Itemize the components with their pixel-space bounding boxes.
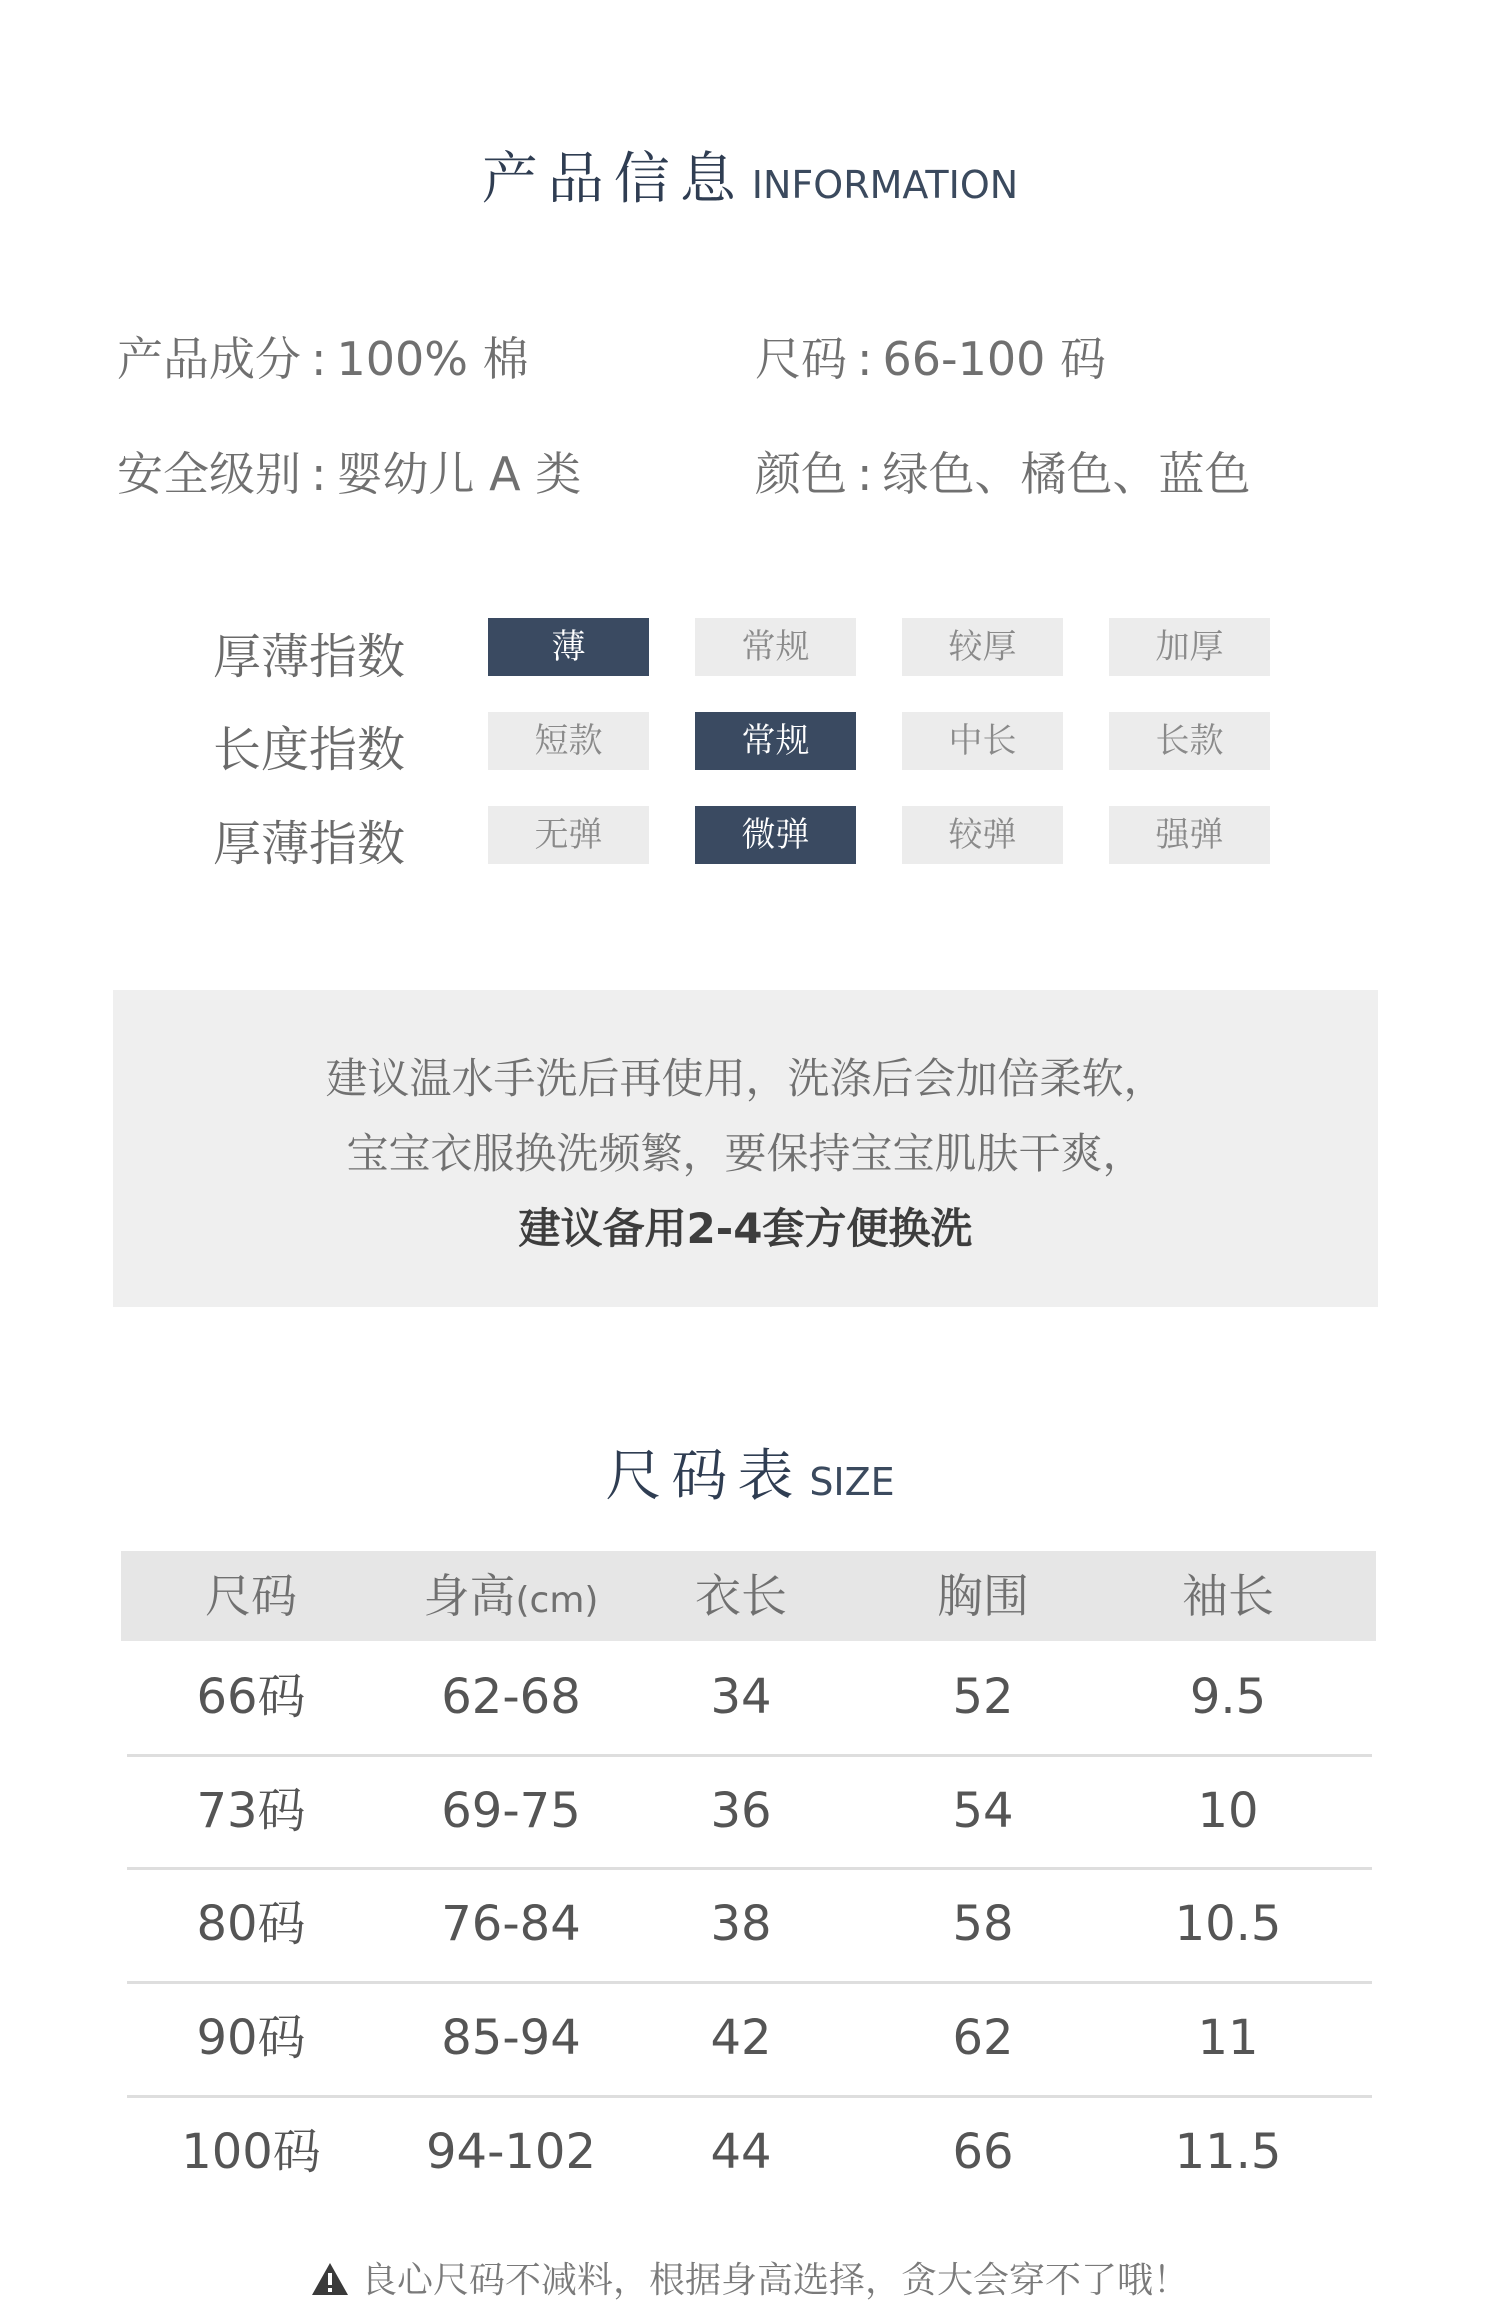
info-title-cn: 产品信息 (481, 147, 746, 212)
size-section-title (0, 1432, 1500, 1512)
length-option-long: 长款 (1109, 712, 1270, 770)
safety-value: 婴幼儿 A 类 (336, 447, 582, 501)
cell-size: 66码 (196, 1669, 306, 1725)
cell-length: 34 (710, 1669, 772, 1725)
length-option-regular: 常规 (695, 712, 856, 770)
thickness-index-label: 厚薄指数 (213, 629, 406, 685)
table-row (121, 1868, 1376, 1981)
elasticity-option-slight: 微弹 (695, 806, 856, 864)
cell-size: 90码 (196, 2010, 306, 2066)
header-chest: 胸围 (937, 1569, 1029, 1623)
composition-line: 产品成分 : 100% 棉 (117, 332, 529, 386)
cell-length: 44 (710, 2124, 772, 2180)
thickness-option-extra-thick: 加厚 (1109, 618, 1270, 676)
colors-line: 颜色 : 绿色、橘色、蓝色 (755, 447, 1251, 501)
size-title-en: SIZE (809, 1460, 895, 1504)
size-range-label: 尺码 (755, 332, 847, 386)
cell-length: 36 (710, 1783, 772, 1839)
header-length: 衣长 (695, 1569, 787, 1623)
cell-size: 80码 (196, 1896, 306, 1952)
cell-sleeve: 9.5 (1189, 1669, 1267, 1725)
safety-line: 安全级别 : 婴幼儿 A 类 (117, 447, 582, 501)
length-option-short: 短款 (488, 712, 649, 770)
footer-text: 良心尺码不减料，根据身高选择，贪大会穿不了哦！ (360, 2260, 1189, 2301)
size-table-header (121, 1551, 1376, 1641)
cell-chest: 62 (952, 2010, 1014, 2066)
info-section-title (0, 135, 1500, 215)
colors-value: 绿色、橘色、蓝色 (882, 447, 1251, 501)
length-index-label: 长度指数 (213, 722, 406, 778)
length-option-mid: 中长 (902, 712, 1063, 770)
cell-chest: 66 (952, 2124, 1014, 2180)
warning-icon (311, 2262, 349, 2296)
thickness-option-regular: 常规 (695, 618, 856, 676)
cell-sleeve: 10.5 (1174, 1896, 1282, 1952)
elasticity-index-label: 厚薄指数 (213, 816, 406, 872)
info-title-en: INFORMATION (751, 163, 1019, 207)
care-tip-emphasis: 建议备用2-4套方便换洗 (518, 1204, 973, 1253)
header-sleeve: 袖长 (1182, 1569, 1274, 1623)
elasticity-option-none: 无弹 (488, 806, 649, 864)
table-row (121, 2096, 1376, 2209)
thickness-option-thin: 薄 (488, 618, 649, 676)
table-row (121, 1641, 1376, 1754)
cell-size: 73码 (196, 1783, 306, 1839)
colors-label: 颜色 (755, 447, 847, 501)
care-tip-line-1: 建议温水手洗后再使用，洗涤后会加倍柔软， (325, 1054, 1166, 1103)
cell-height: 85-94 (441, 2010, 581, 2066)
table-row (121, 1982, 1376, 2095)
care-tip-box (113, 990, 1378, 1307)
header-size: 尺码 (205, 1569, 297, 1623)
cell-chest: 58 (952, 1896, 1014, 1952)
cell-size: 100码 (181, 2124, 321, 2180)
cell-chest: 52 (952, 1669, 1014, 1725)
cell-sleeve: 10 (1197, 1783, 1259, 1839)
cell-height: 62-68 (441, 1669, 581, 1725)
cell-sleeve: 11 (1197, 2010, 1259, 2066)
composition-value: 100% 棉 (336, 332, 529, 386)
care-tip-line-2: 宝宝衣服换洗频繁，要保持宝宝肌肤干爽， (346, 1129, 1145, 1178)
composition-label: 产品成分 (117, 332, 301, 386)
size-title-cn: 尺码表 (605, 1444, 804, 1509)
cell-chest: 54 (952, 1783, 1014, 1839)
elasticity-option-strong: 强弹 (1109, 806, 1270, 864)
safety-label: 安全级别 (117, 447, 301, 501)
size-range-value: 66-100 码 (882, 332, 1107, 386)
cell-sleeve: 11.5 (1174, 2124, 1282, 2180)
elasticity-option-medium: 较弹 (902, 806, 1063, 864)
footer-note (0, 2252, 1500, 2303)
header-height: 身高(cm) (423, 1569, 599, 1623)
cell-length: 42 (710, 2010, 772, 2066)
size-range-line: 尺码 : 66-100 码 (755, 332, 1107, 386)
cell-height: 94-102 (425, 2124, 596, 2180)
cell-height: 76-84 (441, 1896, 581, 1952)
cell-height: 69-75 (441, 1783, 581, 1839)
cell-length: 38 (710, 1896, 772, 1952)
table-row (121, 1755, 1376, 1868)
thickness-option-thicker: 较厚 (902, 618, 1063, 676)
